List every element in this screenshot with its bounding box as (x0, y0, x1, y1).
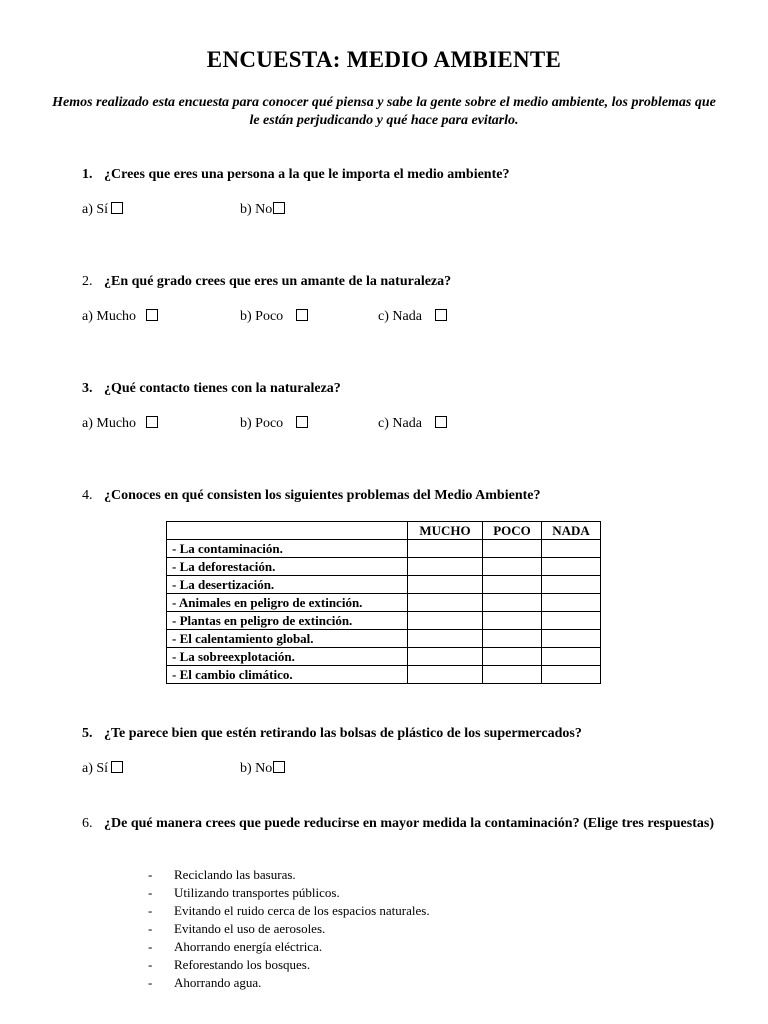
list-bullet: - (148, 921, 153, 936)
list-bullet: - (148, 957, 153, 972)
option-poco[interactable]: b) Poco (240, 309, 308, 325)
question-number: 1. (82, 167, 93, 182)
row-label: - La sobreexplotación. (167, 648, 408, 666)
answer-cell-mucho[interactable] (408, 576, 483, 594)
question-number: 4. (82, 488, 93, 503)
list-bullet: - (148, 867, 153, 882)
answer-cell-mucho[interactable] (408, 612, 483, 630)
table-row (167, 648, 601, 666)
answer-cell-mucho[interactable] (408, 630, 483, 648)
question-number: 2. (82, 274, 93, 289)
option-no[interactable]: b) No (240, 202, 285, 218)
checkbox[interactable] (146, 309, 158, 321)
question-2-options (82, 309, 722, 327)
table-row (167, 612, 601, 630)
answer-cell-mucho[interactable] (408, 666, 483, 684)
column-header: POCO (483, 522, 542, 540)
answer-cell-poco[interactable] (483, 630, 542, 648)
row-label: - El cambio climático. (167, 666, 408, 684)
list-item[interactable]: - Reforestando los bosques. (148, 957, 311, 972)
table-header-row (167, 522, 601, 540)
question-6 (82, 815, 734, 832)
answer-cell-poco[interactable] (483, 612, 542, 630)
answer-cell-poco[interactable] (483, 594, 542, 612)
option-si[interactable]: a) Sí (82, 761, 123, 777)
question-text: ¿Crees que eres una persona a la que le importa el medio ambiente? (104, 167, 510, 182)
question-number: 5. (82, 726, 93, 741)
question-text: ¿Conoces en qué consisten los siguientes problemas del Medio Ambiente? (104, 488, 541, 503)
list-item[interactable]: - Evitando el uso de aerosoles. (148, 921, 326, 936)
table-row (167, 558, 601, 576)
checkbox[interactable] (435, 416, 447, 428)
list-item[interactable]: - Ahorrando energía eléctrica. (148, 939, 323, 954)
column-header: NADA (542, 522, 601, 540)
checkbox[interactable] (111, 202, 123, 214)
answer-cell-nada[interactable] (542, 648, 601, 666)
question-3 (82, 380, 722, 397)
answer-cell-nada[interactable] (542, 630, 601, 648)
question-2 (82, 273, 722, 290)
answer-cell-nada[interactable] (542, 612, 601, 630)
checkbox[interactable] (296, 309, 308, 321)
row-label: - La contaminación. (167, 540, 408, 558)
question-text: ¿En qué grado crees que eres un amante de la naturaleza? (104, 274, 452, 289)
answer-cell-nada[interactable] (542, 540, 601, 558)
checkbox[interactable] (111, 761, 123, 773)
checkbox[interactable] (146, 416, 158, 428)
list-bullet: - (148, 903, 153, 918)
option-no[interactable]: b) No (240, 761, 285, 777)
row-label: - El calentamiento global. (167, 630, 408, 648)
option-nada[interactable]: c) Nada (378, 416, 447, 432)
list-item[interactable]: - Reciclando las basuras. (148, 867, 296, 882)
page-title: ENCUESTA: MEDIO AMBIENTE (206, 47, 562, 72)
row-label: - Plantas en peligro de extinción. (167, 612, 408, 630)
option-poco[interactable]: b) Poco (240, 416, 308, 432)
option-mucho[interactable]: a) Mucho (82, 309, 158, 325)
question-5 (82, 725, 722, 742)
table-row (167, 630, 601, 648)
question-number: 6. (82, 816, 93, 831)
list-bullet: - (148, 975, 153, 990)
row-label: - La desertización. (167, 576, 408, 594)
answer-cell-mucho[interactable] (408, 594, 483, 612)
question-text: ¿Te parece bien que estén retirando las bolsas de plástico de los supermercados? (104, 726, 582, 741)
list-item[interactable]: - Utilizando transportes públicos. (148, 885, 340, 900)
row-label: - La deforestación. (167, 558, 408, 576)
answer-cell-mucho[interactable] (408, 648, 483, 666)
answer-list (148, 866, 430, 992)
list-bullet: - (148, 939, 153, 954)
question-4 (82, 487, 722, 504)
intro-text: Hemos realizado esta encuesta para conocer qué piensa y sabe la gente sobre el medio ambiente, los problemas que le están perjudicando y qué hace para evitarlo. (52, 95, 716, 128)
question-1-options (82, 202, 722, 220)
answer-cell-nada[interactable] (542, 576, 601, 594)
question-number: 3. (82, 381, 93, 396)
list-item[interactable]: - Ahorrando agua. (148, 975, 262, 990)
question-1 (82, 166, 722, 183)
answer-cell-nada[interactable] (542, 594, 601, 612)
checkbox[interactable] (435, 309, 447, 321)
problems-table (166, 521, 601, 684)
checkbox[interactable] (273, 761, 285, 773)
answer-cell-nada[interactable] (542, 558, 601, 576)
answer-cell-poco[interactable] (483, 648, 542, 666)
table-header-empty (167, 522, 408, 540)
column-header: MUCHO (408, 522, 483, 540)
answer-cell-poco[interactable] (483, 540, 542, 558)
table-row (167, 594, 601, 612)
list-item[interactable]: - Evitando el ruido cerca de los espacios naturales. (148, 903, 430, 918)
option-si[interactable]: a) Sí (82, 202, 123, 218)
answer-cell-nada[interactable] (542, 666, 601, 684)
list-bullet: - (148, 885, 153, 900)
answer-cell-mucho[interactable] (408, 540, 483, 558)
checkbox[interactable] (296, 416, 308, 428)
answer-cell-poco[interactable] (483, 666, 542, 684)
table-row (167, 666, 601, 684)
table-row (167, 576, 601, 594)
answer-cell-mucho[interactable] (408, 558, 483, 576)
question-3-options (82, 416, 722, 434)
answer-cell-poco[interactable] (483, 558, 542, 576)
checkbox[interactable] (273, 202, 285, 214)
table-row (167, 540, 601, 558)
question-text: ¿De qué manera crees que puede reducirse en mayor medida la contaminación? (Elige tres respuestas) (104, 816, 714, 831)
option-mucho[interactable]: a) Mucho (82, 416, 158, 432)
row-label: - Animales en peligro de extinción. (167, 594, 408, 612)
question-text: ¿Qué contacto tienes con la naturaleza? (104, 381, 341, 396)
question-5-options (82, 761, 722, 779)
answer-cell-poco[interactable] (483, 576, 542, 594)
option-nada[interactable]: c) Nada (378, 309, 447, 325)
